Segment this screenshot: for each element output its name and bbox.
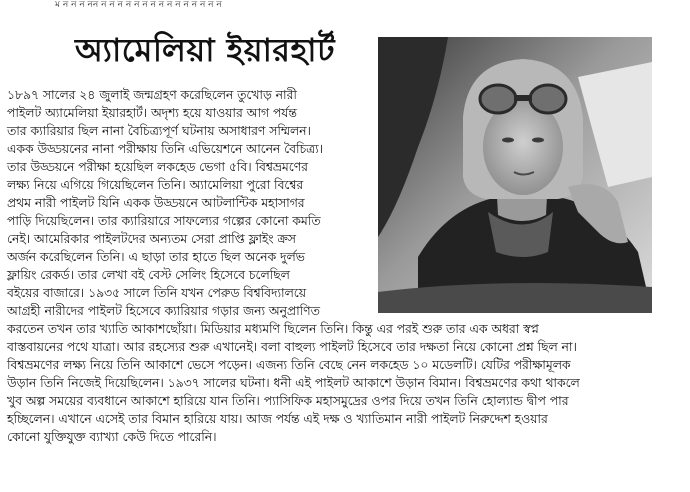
article-line: বাস্তবায়নের পথে যাত্রা। আর রহস্যের শুরু এখানেই। বলা বাহুল্য পাইলট হিসেবে তার দক্ষতা নিয়ে কোনো প্রশ্ন ছিল না। [7,340,577,354]
article-line: পাইলট অ্যামেলিয়া ইয়ারহার্ট। অদৃশ্য হয়ে যাওয়ার আগ পর্যন্ত [7,106,297,120]
article-line: উড়ান তিনি নিজেই দিয়েছিলেন। ১৯৩৭ সালের ঘটনা। ধনী এই পাইলট আকাশে উড়ান বিমান। বিশ্বভ্রমণের কথা থাকলে [7,376,580,390]
article-line: তার উড্ডয়নে পরীক্ষা হয়েছিল লকহেড ভেগা ৫বি। বিশ্বভ্রমণের [7,160,308,174]
article-line: একক উড্ডয়নের নানা পরীক্ষায় তিনি এভিয়েশনে আনেন বৈচিত্র্য। [7,142,324,156]
article-line: খুব অল্প সময়ের ব্যবধানে আকাশে হারিয়ে যান তিনি। প্যাসিফিক মহাসমুদ্রের ওপর দিয়ে তখন তিনি হোল্যান্ড দ্বীপ পার [7,394,569,408]
article-line: অর্জন করেছিলেন তিনি। এ ছাড়া তার হাতে ছিল অনেক দুর্লভ [7,250,305,264]
article-line: করতেন তখন তার খ্যাতি আকাশছোঁয়া। মিডিয়ার মধ্যমণি ছিলেন তিনি। কিন্তু এর পরই শুরু তার এক অধরা স্বপ্ন [7,322,539,336]
article-line: লক্ষ্য নিয়ে এগিয়ে গিয়েছিলেন তিনি। অ্যামেলিয়া পুরো বিশ্বের [7,178,304,192]
aviator-portrait-photo-icon [378,37,652,313]
article-line: বইয়ের বাজারে। ১৯৩৫ সালে তিনি যখন পেরুড বিশ্ববিদ্যালয়ে [7,286,306,300]
article-line: প্রথম নারী পাইলট যিনি একক উড্ডয়নে আটলান্টিক মহাসাগর [7,196,305,210]
top-text-fragment: ম ন ন ন নন ন ন ন ন ন ন ন ন ন ন ন ন ন ন ন [55,0,222,8]
article-line: পাড়ি দিয়েছিলেন। তার ক্যারিয়ারে সাফল্যের গল্পের কোনো কমতি [7,214,321,228]
article-line: বিশ্বভ্রমণের লক্ষ্য নিয়ে তিনি আকাশে ভেসে পড়েন। এজন্য তিনি বেছে নেন লকহেড ১০ মডেলটি। যেটির পরীক্ষামূলক [7,358,571,372]
cropped-top-text [0,0,690,8]
article-headline: অ্যামেলিয়া ইয়ারহার্ট [74,31,336,69]
article-line: ফ্লায়িং রেকর্ড। তার লেখা বই বেস্ট সেলিং হিসেবে চলেছিল [7,268,290,282]
article-line: তার ক্যারিয়ার ছিল নানা বৈচিত্র্যপূর্ণ ঘটনায় অসাধারণ সম্মিলন। [7,124,311,138]
article-line: হচ্ছিলেন। এখানে এসেই তার বিমান হারিয়ে যায়। আজ পর্যন্ত এই দক্ষ ও খ্যাতিমান নারী পাইলট নিরুদ্দেশ হওয়ার [7,412,548,426]
aviator-photo [378,37,652,313]
article-line: নেই। আমেরিকার পাইলটদের অন্যতম সেরা প্রাপ্তি ফ্লাইং ক্রস [7,232,296,246]
article-line: ১৮৯৭ সালের ২৪ জুলাই জন্মগ্রহণ করেছিলেন তুখোড় নারী [7,88,297,102]
article-line: আগ্রহী নারীদের পাইলট হিসেবে ক্যারিয়ার গড়ার জন্য অনুপ্রাণিত [7,304,320,318]
article-line: কোনো যুক্তিযুক্ত ব্যাখ্যা কেউ দিতে পারেনি। [7,430,217,444]
